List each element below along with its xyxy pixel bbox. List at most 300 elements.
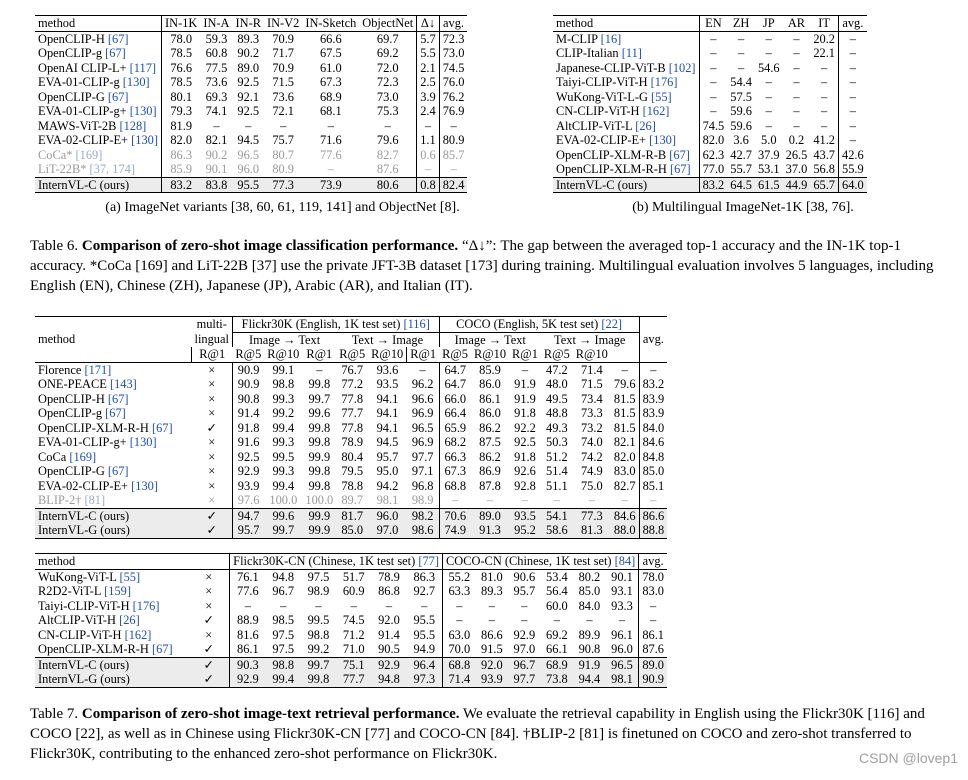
value-cell: 43.7 (813, 147, 835, 162)
citation-link[interactable]: [171] (84, 362, 112, 377)
value-cell: 89.0 (237, 60, 260, 75)
method-cell (553, 90, 699, 105)
table-row (553, 61, 867, 76)
table6-caption-title: Comparison of zero-shot image classification performance. (81, 238, 459, 254)
value-cell: 86.1 (230, 642, 266, 657)
value-cell: 97.7 (508, 672, 541, 687)
method-name: OpenCLIP-XLM-R-H (38, 642, 149, 656)
value-cell: 64.7 (439, 377, 471, 392)
metric-header: R@5 (442, 347, 468, 361)
value-cell: 60.9 (342, 584, 365, 598)
value-cell: – (417, 119, 440, 134)
method-name: LiT-22B* (38, 162, 87, 176)
value-cell: 96.5 (411, 420, 434, 435)
multilingual-mark: × (208, 391, 216, 406)
value-cell: 77.7 (341, 406, 364, 420)
value-cell: – (280, 598, 287, 613)
table6b-header (553, 16, 867, 32)
citation-link[interactable]: [130] (129, 104, 157, 118)
value-cell: – (699, 46, 727, 61)
col-header: ObjectNet (362, 16, 414, 30)
table-row (35, 362, 667, 377)
value-cell: 77.7 (336, 672, 371, 687)
metric-header: R@10 (575, 347, 608, 361)
citation-link[interactable]: [176] (650, 75, 678, 89)
value-cell: 92.5 (237, 75, 260, 89)
method-name: WuKong-ViT-L-G (556, 89, 648, 104)
method-cell (35, 613, 188, 628)
value-cell: 37.9 (757, 147, 780, 162)
method-cell (35, 628, 188, 643)
value-cell: – (793, 118, 800, 133)
value-cell: 44.9 (783, 177, 811, 193)
citation-link[interactable]: [37, 174] (89, 162, 135, 176)
citation-link[interactable]: [169] (75, 147, 103, 162)
table-row (553, 75, 867, 90)
citation-link[interactable]: [102] (668, 60, 696, 75)
table-row (553, 162, 867, 177)
method-name: InternVL-G (ours) (38, 672, 130, 686)
value-cell: – (793, 31, 800, 46)
col-method: method (38, 554, 76, 568)
value-cell: 77.6 (230, 584, 266, 599)
citation-link[interactable]: [67] (669, 147, 690, 162)
value-cell: 99.6 (308, 406, 331, 420)
value-cell: 88.9 (230, 613, 266, 628)
method-cell (35, 362, 192, 377)
method-cell (35, 119, 162, 134)
sub-image-to-text: Image → Text (232, 332, 336, 347)
value-cell: – (765, 46, 772, 60)
method-name: EVA-02-CLIP-E+ (556, 133, 647, 147)
multilingual-mark: × (205, 598, 213, 613)
value-cell: 49.3 (546, 420, 568, 435)
method-cell (553, 31, 699, 46)
group-coco-label: COCO (English, 5K test set) (456, 317, 599, 331)
table-row (553, 31, 867, 46)
value-cell: 42.6 (839, 148, 867, 163)
table7b-chinese-retrieval (35, 553, 667, 688)
citation-link[interactable]: [67] (105, 46, 126, 60)
citation-link[interactable]: [67] (107, 89, 129, 104)
citation-link[interactable]: [67] (151, 642, 173, 656)
value-cell: 56.8 (813, 162, 835, 176)
value-cell: 98.2 (407, 508, 439, 523)
table-row (35, 31, 467, 46)
citation-link[interactable]: [143] (109, 377, 137, 391)
citation-link[interactable]: [67] (107, 464, 129, 478)
metric-header: R@1 (306, 347, 333, 361)
table7-caption (30, 704, 938, 764)
value-cell: – (443, 599, 476, 614)
table-row (35, 613, 667, 628)
value-cell: – (586, 613, 593, 627)
method-cell (35, 90, 162, 105)
citation-link[interactable]: [55] (651, 89, 672, 104)
value-cell: 76.0 (439, 75, 467, 90)
value-cell: 90.5 (378, 642, 400, 656)
citation-link[interactable]: [16] (600, 31, 622, 46)
value-cell: 89.3 (481, 584, 503, 598)
value-cell: 86.1 (639, 628, 667, 643)
citation-link[interactable]: [67] (107, 31, 129, 46)
value-cell: 51.1 (546, 478, 568, 493)
value-cell: 91.3 (471, 523, 509, 538)
value-cell: – (443, 613, 476, 628)
value-cell: 90.2 (205, 147, 228, 162)
value-cell: 74.9 (580, 464, 603, 478)
value-cell: 96.9 (411, 435, 434, 449)
table-row (35, 177, 467, 193)
value-cell: 93.3 (611, 598, 633, 613)
sub-text-to-image: Text → Image (351, 332, 424, 347)
citation-link[interactable]: [67] (151, 420, 173, 435)
value-cell: 73.2 (580, 420, 603, 435)
value-cell: 72.3 (376, 75, 399, 89)
value-cell: 99.9 (302, 523, 336, 538)
value-cell: 75.0 (580, 478, 603, 493)
value-cell: 99.7 (308, 391, 331, 406)
value-cell: 20.2 (813, 31, 835, 46)
method-name: OpenAI CLIP-L+ (38, 60, 127, 75)
table-row (35, 392, 667, 407)
value-cell: 95.0 (376, 464, 399, 478)
value-cell: 96.8 (411, 478, 434, 493)
value-cell: 83.9 (639, 406, 667, 421)
value-cell: – (839, 119, 867, 134)
value-cell: 2.1 (417, 61, 440, 76)
value-cell: 66.6 (319, 31, 342, 46)
value-cell: 93.5 (376, 377, 399, 391)
value-cell: 99.8 (308, 478, 331, 493)
method-cell (35, 148, 162, 163)
value-cell: 99.3 (272, 391, 295, 406)
value-cell: 96.1 (611, 627, 633, 642)
table-row (35, 599, 667, 614)
col-multilingual-2: lingual (194, 332, 229, 347)
method-name: OpenCLIP-G (38, 464, 105, 478)
value-cell: 92.6 (514, 464, 536, 478)
value-cell: 1.1 (417, 133, 440, 148)
multilingual-mark: × (208, 449, 216, 464)
citation-link[interactable]: [162] (642, 104, 670, 118)
value-cell: 98.9 (411, 493, 434, 507)
value-cell: 99.9 (308, 449, 331, 464)
value-cell: 82.7 (613, 478, 636, 493)
value-cell: 94.2 (376, 478, 399, 493)
value-cell: – (737, 46, 745, 60)
value-cell: 59.6 (730, 118, 752, 133)
table7b-body (35, 569, 667, 687)
citation-link[interactable]: [176] (132, 598, 160, 613)
group-flickr30k-cn (230, 554, 443, 570)
citation-link[interactable]: [11] (621, 46, 642, 60)
value-cell: 87.6 (639, 642, 667, 657)
value-cell: 83.2 (699, 177, 727, 193)
value-cell: 66.3 (439, 450, 471, 465)
value-cell: 71.4 (580, 362, 603, 377)
citation-link[interactable]: [169] (69, 449, 97, 464)
value-cell: 81.5 (613, 391, 636, 406)
value-cell: – (737, 60, 745, 75)
table-row (35, 479, 667, 494)
value-cell: 70.6 (439, 508, 471, 523)
method-cell (35, 31, 162, 46)
value-cell: 73.9 (302, 177, 359, 193)
citation-link[interactable]: [130] (649, 133, 676, 147)
value-cell: 96.0 (611, 642, 633, 656)
method-name: Japanese-CLIP-ViT-B (556, 60, 666, 75)
value-cell: 79.5 (341, 464, 364, 478)
value-cell: 86.9 (479, 464, 501, 478)
citation-link[interactable]: [130] (129, 435, 157, 449)
group-coco (439, 317, 639, 333)
citation-link[interactable]: [26] (635, 118, 656, 133)
value-cell: 2.5 (417, 75, 440, 90)
value-cell: 86.3 (413, 569, 436, 584)
multilingual-mark: ✓ (203, 613, 214, 627)
value-cell: 91.4 (232, 406, 264, 421)
citation-link[interactable]: [67] (107, 391, 129, 406)
metric-header: R@10 (371, 347, 404, 361)
value-cell: 78.8 (341, 478, 364, 493)
value-cell: 90.9 (232, 377, 264, 392)
value-cell: 74.5 (699, 119, 727, 134)
value-cell: – (439, 162, 467, 177)
value-cell: 74.9 (439, 523, 471, 538)
multilingual-mark: ✓ (188, 672, 229, 687)
value-cell: 95.7 (513, 584, 536, 598)
value-cell: 91.8 (514, 406, 536, 420)
value-cell: 93.6 (376, 362, 399, 377)
citation-link[interactable]: [130] (131, 478, 158, 493)
value-cell: 42.7 (730, 147, 752, 162)
method-cell (553, 133, 699, 148)
citation-link[interactable]: [26] (119, 613, 140, 627)
value-cell: 49.5 (546, 391, 568, 406)
value-cell: 86.2 (479, 449, 501, 464)
group-coco-ref[interactable]: [22] (601, 317, 623, 331)
value-cell: 96.2 (411, 377, 434, 391)
value-cell: 66.0 (439, 392, 471, 407)
table6a-imagenet-variants (35, 15, 467, 193)
method-name: EVA-02-CLIP-E+ (38, 133, 129, 147)
value-cell: – (419, 362, 426, 377)
value-cell: 82.1 (613, 435, 636, 449)
value-cell: 99.2 (272, 406, 295, 420)
value-cell: 71.2 (342, 627, 365, 642)
value-cell: – (839, 46, 867, 61)
value-cell: 82.0 (699, 133, 727, 148)
value-cell: 84.6 (611, 508, 639, 523)
value-cell: 99.4 (272, 420, 295, 435)
col-multilingual-1: multi- (196, 317, 227, 332)
value-cell: 96.7 (508, 657, 541, 672)
value-cell: 89.7 (341, 493, 364, 507)
value-cell: 82.0 (613, 449, 636, 464)
method-cell (35, 672, 188, 687)
table-row (35, 75, 467, 90)
value-cell: 77.8 (341, 420, 364, 435)
value-cell: 73.8 (541, 672, 574, 687)
method-cell (35, 377, 192, 392)
value-cell: 74.5 (342, 613, 365, 627)
value-cell: 81.5 (613, 406, 636, 420)
value-cell: 90.1 (611, 569, 633, 584)
value-cell: 78.0 (639, 569, 667, 584)
value-cell: 98.8 (266, 657, 301, 672)
group-coco-cn-label: COCO-CN (Chinese, 1K test set) (446, 554, 612, 568)
value-cell: 75.1 (336, 657, 371, 672)
col-header: EN (699, 16, 727, 32)
method-name: InternVL-C (ours) (38, 657, 130, 672)
value-cell: 3.6 (733, 133, 749, 147)
method-name: OpenCLIP-G (38, 89, 105, 104)
value-cell: 82.4 (439, 177, 467, 193)
value-cell: 96.7 (272, 584, 295, 598)
metric-header: R@1 (512, 347, 538, 361)
value-cell: 85.0 (336, 523, 368, 538)
table7-caption-title: Comparison of zero-shot image-text retrieval performance. (81, 706, 460, 722)
group-flickr30k-ref[interactable]: [116] (403, 317, 430, 331)
table-row (35, 90, 467, 105)
value-cell: 68.9 (319, 89, 342, 104)
value-cell: 81.5 (613, 420, 636, 435)
method-cell (35, 464, 192, 479)
value-cell: – (765, 118, 772, 133)
value-cell: 94.5 (376, 435, 399, 449)
method-name: InternVL-C (ours) (38, 508, 130, 523)
value-cell: 70.0 (443, 642, 476, 657)
value-cell: 93.1 (611, 584, 633, 598)
citation-link[interactable]: [67] (105, 406, 126, 420)
citation-link[interactable]: [128] (119, 118, 147, 133)
col-header: avg. (839, 16, 867, 32)
value-cell: 85.0 (578, 584, 601, 598)
value-cell: 78.5 (162, 75, 201, 90)
value-cell: 94.1 (376, 420, 399, 435)
value-cell: 99.3 (272, 435, 295, 449)
value-cell: 47.2 (546, 362, 568, 377)
value-cell: – (699, 61, 727, 76)
value-cell: 84.0 (639, 421, 667, 436)
value-cell: 74.0 (580, 435, 603, 449)
value-cell: 76.2 (439, 90, 467, 105)
table-row (35, 464, 667, 479)
citation-link[interactable]: [130] (122, 75, 150, 89)
table6-caption-body: “Δ↓”: The gap between the averaged top-1 accuracy and the IN-1K top-1 accuracy. *CoCa [169] and LiT-22B [37] use the private JFT-3B dataset [173] during training. Multilingual evaluation involves 5 languages, including English (EN), Chinese (ZH), Japanese (JP), Arabic (AR), and Italian (IT). (30, 238, 934, 294)
value-cell: 90.3 (230, 657, 266, 672)
value-cell: – (521, 493, 529, 507)
value-cell: 96.9 (411, 406, 434, 420)
value-cell: 76.7 (341, 362, 364, 377)
value-cell: 91.8 (514, 449, 536, 464)
method-cell (35, 162, 162, 177)
citation-link[interactable]: [159] (104, 584, 131, 598)
citation-link[interactable]: [55] (119, 569, 141, 584)
value-cell: 72.3 (439, 31, 467, 46)
value-cell: 90.8 (232, 392, 264, 407)
value-cell: 91.9 (514, 391, 536, 406)
col-header: IN-Sketch (305, 16, 357, 30)
value-cell: 72.0 (376, 60, 399, 75)
value-cell: 0.6 (417, 148, 440, 163)
value-cell: 92.5 (514, 435, 536, 449)
method-cell (35, 450, 192, 465)
value-cell: 99.1 (272, 362, 295, 377)
group-coco-cn-ref[interactable]: [84] (614, 554, 636, 568)
table7b-header (35, 554, 667, 570)
citation-link[interactable]: [162] (124, 627, 152, 642)
group-flickr30k-cn-ref[interactable]: [77] (418, 554, 439, 568)
table6b-body (553, 31, 867, 193)
col-avg: avg. (639, 554, 667, 570)
citation-link[interactable]: [117] (129, 60, 157, 75)
value-cell: 94.8 (371, 672, 406, 687)
value-cell: – (765, 75, 772, 89)
value-cell: – (839, 75, 867, 90)
method-cell (35, 569, 188, 584)
value-cell: 61.5 (755, 177, 783, 193)
value-cell: 48.0 (546, 377, 568, 391)
value-cell: 26.5 (785, 147, 808, 162)
value-cell: 65.9 (439, 421, 471, 436)
value-cell: 66.4 (439, 406, 471, 421)
col-header: ZH (732, 16, 750, 30)
table-row (35, 162, 467, 177)
value-cell: 83.2 (162, 177, 201, 193)
multilingual-mark: × (205, 627, 213, 642)
value-cell: 60.8 (205, 46, 228, 60)
table-row (35, 508, 667, 523)
table6-caption-label: Table 6. (30, 238, 79, 254)
citation-link[interactable]: [81] (84, 493, 106, 507)
value-cell: 97.0 (513, 642, 536, 656)
value-cell: 92.0 (378, 613, 400, 627)
value-cell: – (821, 75, 828, 89)
value-cell: 92.9 (232, 464, 264, 479)
table-row (553, 90, 867, 105)
table-row (35, 523, 667, 538)
value-cell: 76.9 (439, 104, 467, 119)
method-cell (553, 162, 699, 177)
value-cell: 91.4 (378, 627, 400, 642)
value-cell: – (839, 31, 867, 46)
citation-link[interactable]: [130] (131, 133, 158, 147)
multilingual-mark: × (208, 406, 216, 420)
multilingual-mark: × (205, 569, 213, 584)
method-name: EVA-02-CLIP-E+ (38, 478, 129, 493)
value-cell: – (699, 104, 727, 119)
value-cell: 80.9 (439, 133, 467, 148)
multilingual-mark: × (208, 464, 216, 478)
value-cell: 81.0 (481, 569, 503, 584)
value-cell: 79.6 (613, 377, 636, 391)
value-cell: 78.0 (162, 31, 201, 46)
col-header: IN-A (203, 16, 230, 30)
value-cell: 86.6 (481, 627, 503, 642)
value-cell: – (793, 46, 800, 60)
value-cell: 99.8 (308, 464, 331, 478)
table-row (35, 435, 667, 450)
table-row (35, 119, 467, 134)
value-cell: 80.4 (341, 449, 364, 464)
group-flickr30k (232, 317, 439, 333)
value-cell: 78.5 (162, 46, 201, 61)
value-cell: 64.0 (839, 177, 867, 193)
citation-link[interactable]: [67] (669, 162, 691, 176)
table-row (35, 584, 667, 599)
